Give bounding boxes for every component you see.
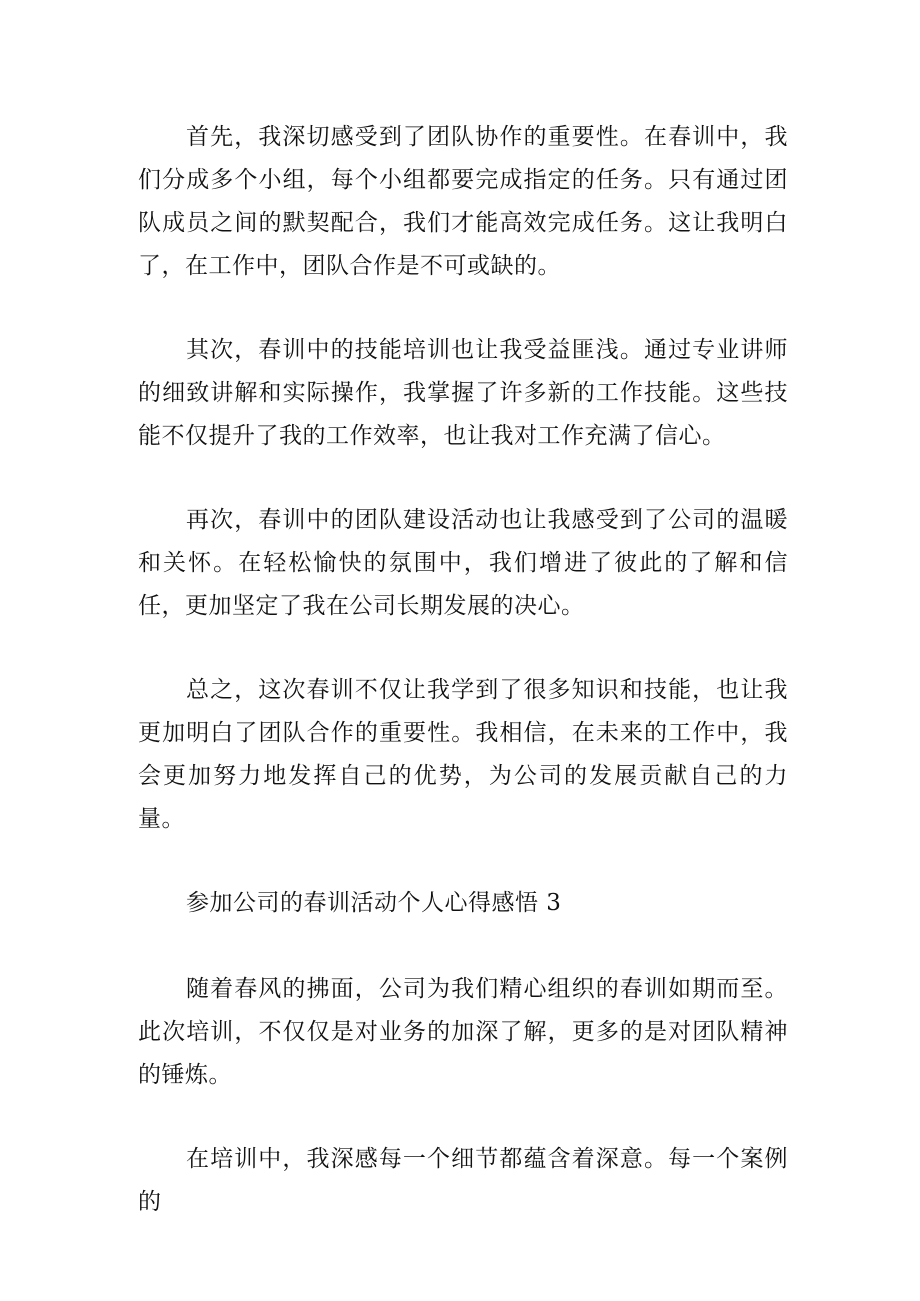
- section-title: 参加公司的春训活动个人心得感悟 3: [186, 890, 562, 916]
- paragraph-teamwork: 首先，我深切感受到了团队协作的重要性。在春训中，我们分成多个小组，每个小组都要完成指定的任务。只有通过团队成员之间的默契配合，我们才能高效完成任务。这让我明白了，在工作中，团队合作是不可或缺的。: [138, 124, 788, 279]
- paragraph-conclusion: 总之，这次春训不仅让我学到了很多知识和技能，也让我更加明白了团队合作的重要性。我相信，在未来的工作中，我会更加努力地发挥自己的优势，为公司的发展贡献自己的力量。: [138, 677, 788, 832]
- paragraph-spring-training-intro: 随着春风的拂面，公司为我们精心组织的春训如期而至。此次培训，不仅仅是对业务的加深了解，更多的是对团队精神的锤炼。: [138, 976, 788, 1088]
- paragraph-skills: 其次，春训中的技能培训也让我受益匪浅。通过专业讲师的细致讲解和实际操作，我掌握了许多新的工作技能。这些技能不仅提升了我的工作效率，也让我对工作充满了信心。: [138, 337, 788, 449]
- paragraph-training-details: 在培训中，我深感每一个细节都蕴含着深意。每一个案例的: [138, 1146, 788, 1215]
- document-body: [138, 116, 788, 1265]
- paragraph-team-building: 再次，春训中的团队建设活动也让我感受到了公司的温暖和关怀。在轻松愉快的氛围中，我们增进了彼此的了解和信任，更加坚定了我在公司长期发展的决心。: [138, 507, 788, 619]
